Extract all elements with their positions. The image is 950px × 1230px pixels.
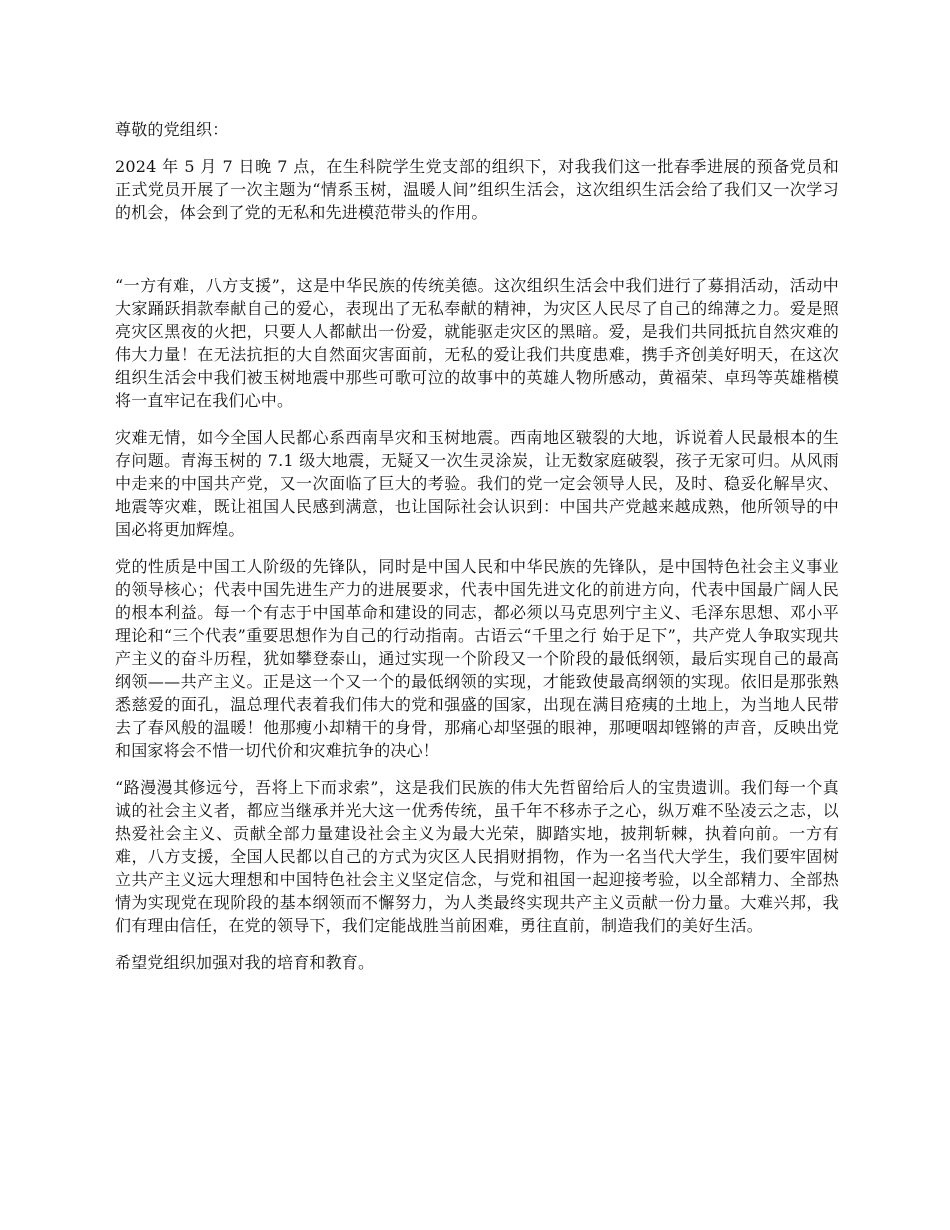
paragraph-intro: 2024 年 5 月 7 日晚 7 点，在生科院学生党支部的组织下，对我我们这一批春季进展的预备党员和正式党员开展了一次主题为“情系玉树，温暖人间”组织生活会，这次组织生活会给了我们又一次学习的机会，体会到了党的无私和先进模范带头的作用。: [115, 157, 839, 222]
closing-line: 希望党组织加强对我的培育和教育。: [115, 953, 375, 972]
salutation: 尊敬的党组织：: [115, 120, 229, 139]
letter-body: [115, 118, 839, 974]
paragraph-disaster: 灾难无情，如今全国人民都心系西南旱灾和玉树地震。西南地区皲裂的大地，诉说着人民最根本的生存问题。青海玉树的 7.1 级大地震，无疑又一次生灵涂炭，让无数家庭破裂，孩子无家可归。从风雨中走来的中国共产党，又一次面临了巨大的考验。我们的党一定会领导人民，及时、稳妥化解旱灾、地震等灾难，既让祖国人民感到满意，也让国际社会认识到：中国共产党越来越成熟，他所领导的中国必将更加辉煌。: [115, 428, 839, 539]
paragraph-party-nature: 党的性质是中国工人阶级的先锋队，同时是中国人民和中华民族的先锋队，是中国特色社会主义事业的领导核心；代表中国先进生产力的进展要求，代表中国先进文化的前进方向，代表中国最广阔人民的根本利益。每一个有志于中国革命和建设的同志，都必须以马克思列宁主义、毛泽东思想、邓小平理论和“三个代表”重要思想作为自己的行动指南。古语云“千里之行 始于足下”，共产党人争取实现共产主义的奋斗历程，犹如攀登泰山，通过实现一个阶段又一个阶段的最低纲领，最后实现自己的最高纲领——共产主义。正是这一个又一个的最低纲领的实现，才能致使最高纲领的实现。依旧是那张熟悉慈爱的面孔，温总理代表着我们伟大的党和强盛的国家，出现在满目疮痍的土地上，为当地人民带去了春风般的温暖！他那瘦小却精干的身骨，那痛心却坚强的眼神，那哽咽却铿锵的声音，反映出党和国家将会不惜一切代价和灾难抗争的决心！: [115, 557, 839, 760]
paragraph-ideals: “路漫漫其修远兮，吾将上下而求索”，这是我们民族的伟大先哲留给后人的宝贵遗训。我们每一个真诚的社会主义者，都应当继承并光大这一优秀传统，虽千年不移赤子之心，纵万难不坠凌云之志，以热爱社会主义、贡献全部力量建设社会主义为最大光荣，脚踏实地，披荆斩棘，执着向前。一方有难，八方支援，全国人民都以自己的方式为灾区人民捐财捐物，作为一名当代大学生，我们要牢固树立共产主义远大理想和中国特色社会主义坚定信念，与党和祖国一起迎接考验，以全部精力、全部热情为实现党在现阶段的基本纲领而不懈努力，为人类最终实现共产主义贡献一份力量。大难兴邦，我们有理由信任，在党的领导下，我们定能战胜当前困难，勇往直前，制造我们的美好生活。: [115, 778, 839, 935]
paragraph-fundraising: “一方有难，八方支援”，这是中华民族的传统美德。这次组织生活会中我们进行了募捐活动，活动中大家踊跃捐款奉献自己的爱心，表现出了无私奉献的精神，为灾区人民尽了自己的绵薄之力。爱是照亮灾区黑夜的火把，只要人人都献出一份爱，就能驱走灾区的黑暗。爱，是我们共同抵抗自然灾难的伟大力量！在无法抗拒的大自然面灾害面前，无私的爱让我们共度患难，携手齐创美好明天，在这次组织生活会中我们被玉树地震中那些可歌可泣的故事中的英雄人物所感动，黄福荣、卓玛等英雄楷模将一直牢记在我们心中。: [115, 276, 839, 410]
spacer: [115, 238, 839, 274]
